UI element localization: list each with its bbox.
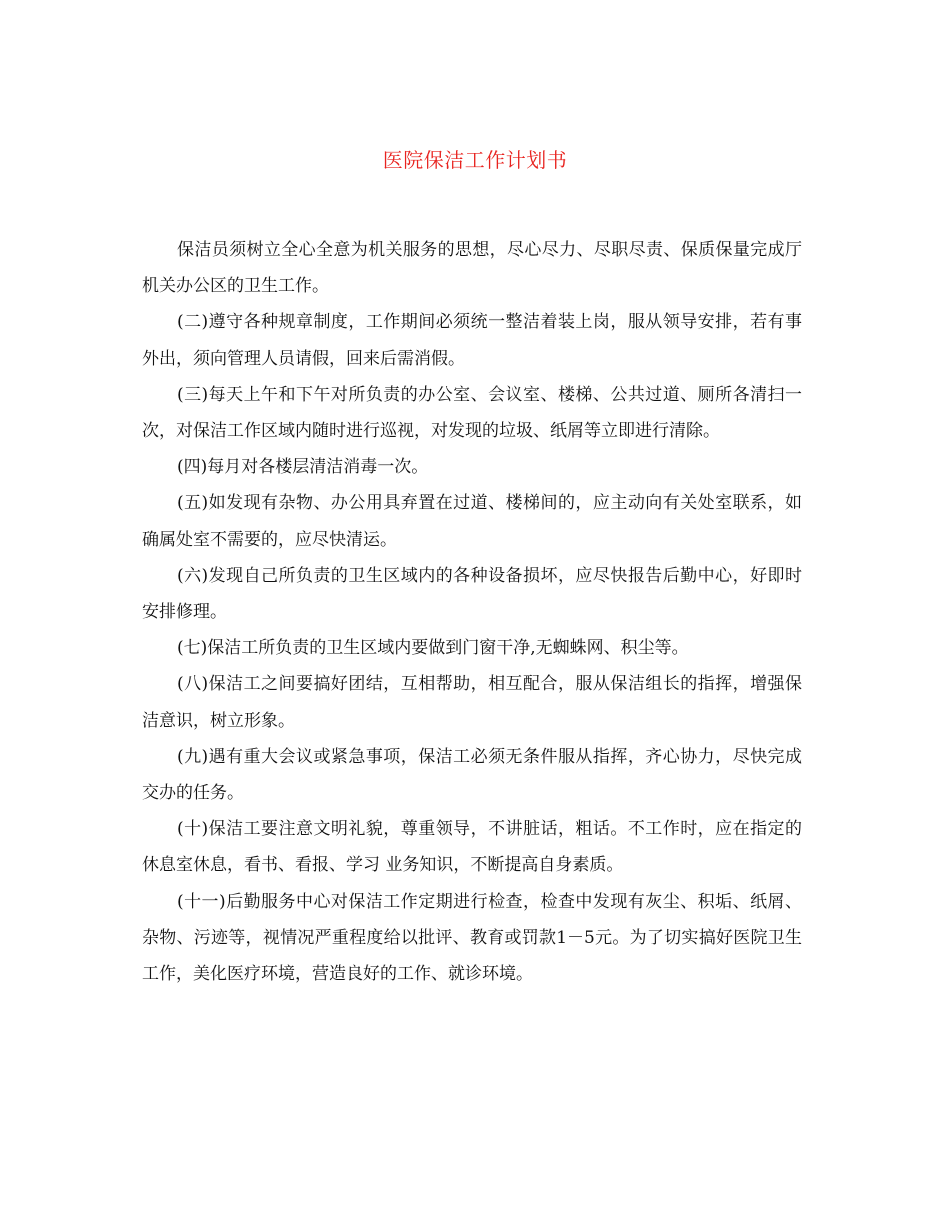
paragraph-item-6: (六)发现自己所负责的卫生区域内的各种设备损坏，应尽快报告后勤中心，好即时安排修理。 xyxy=(142,565,802,623)
document-title: 医院保洁工作计划书 xyxy=(382,148,568,172)
paragraph-item-8: (八)保洁工之间要搞好团结，互相帮助，相互配合，服从保洁组长的指挥，增强保洁意识，树立形象。 xyxy=(142,674,802,731)
paragraph-item-9: (九)遇有重大会议或紧急事项，保洁工必须无条件服从指挥，齐心协力，尽快完成交办的任务。 xyxy=(142,746,802,804)
document-body xyxy=(142,232,802,992)
paragraph-item-7: (七)保洁工所负责的卫生区域内要做到门窗干净,无蜘蛛网、积尘等。 xyxy=(177,638,689,659)
paragraph-item-3: (三)每天上午和下午对所负责的办公室、会议室、楼梯、公共过道、厕所各清扫一次，对保洁工作区域内随时进行巡视，对发现的垃圾、纸屑等立即进行清除。 xyxy=(142,384,802,442)
paragraph-item-10: (十)保洁工要注意文明礼貌，尊重领导，不讲脏话，粗话。不工作时，应在指定的休息室休息，看书、看报、学习 业务知识，不断提高自身素质。 xyxy=(142,819,802,876)
paragraph-intro: 保洁员须树立全心全意为机关服务的思想，尽心尽力、尽职尽责、保质保量完成厅机关办公区的卫生工作。 xyxy=(142,240,802,297)
paragraph-item-2: (二)遵守各种规章制度，工作期间必须统一整洁着装上岗，服从领导安排，若有事外出，须向管理人员请假，回来后需消假。 xyxy=(142,312,802,369)
paragraph-item-4: (四)每月对各楼层清洁消毒一次。 xyxy=(177,457,429,478)
paragraph-item-5: (五)如发现有杂物、办公用具弃置在过道、楼梯间的，应主动向有关处室联系，如确属处室不需要的，应尽快清运。 xyxy=(142,493,802,550)
paragraph-item-11: (十一)后勤服务中心对保洁工作定期进行检查，检查中发现有灰尘、积垢、纸屑、杂物、污迹等，视情况严重程度给以批评、教育或罚款1－5元。为了切实搞好医院卫生工作，美化医疗环境，营造良好的工作、就诊环境。 xyxy=(142,891,802,985)
